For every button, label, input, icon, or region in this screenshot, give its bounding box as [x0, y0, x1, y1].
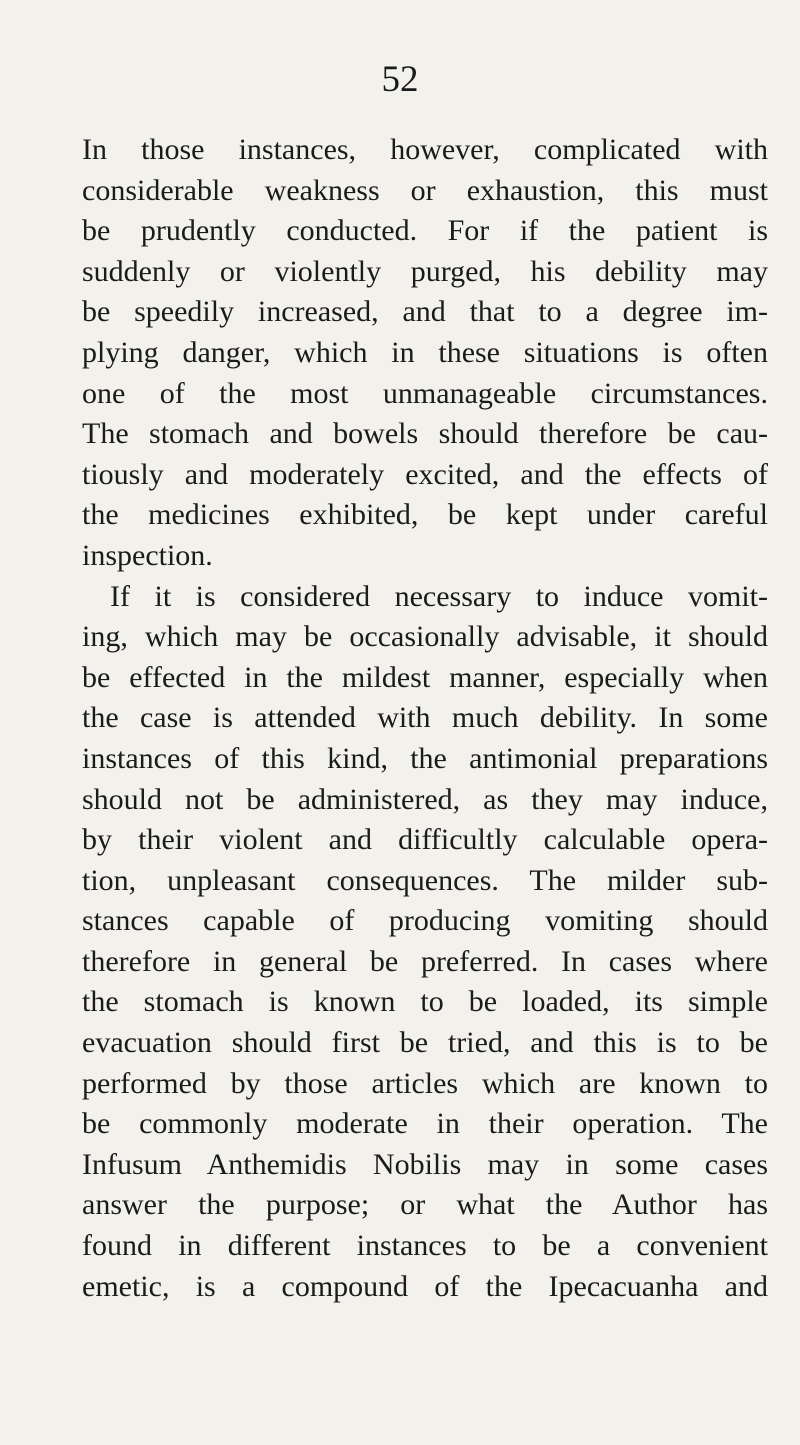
text-line: be effected in the mildest manner, especially when [82, 660, 768, 694]
text-line: performed by those articles which are known to [82, 1066, 768, 1100]
text-line: inspection. [82, 538, 213, 572]
text-line: therefore in general be preferred. In cases where [82, 944, 768, 978]
text-line: evacuation should first be tried, and this is to be [82, 1026, 768, 1060]
text-line: the stomach is known to be loaded, its simple [82, 985, 768, 1019]
text-line: by their violent and difficultly calculable opera- [82, 823, 768, 857]
text-line: ing, which may be occasionally advisable, it should [82, 620, 768, 654]
text-line: considerable weakness or exhaustion, this must [82, 173, 768, 207]
text-line: the case is attended with much debility. In some [82, 701, 768, 735]
text-line: If it is considered necessary to induce vomit- [110, 579, 768, 613]
text-line: instances of this kind, the antimonial preparations [82, 741, 768, 775]
text-line: stances capable of producing vomiting should [82, 904, 768, 938]
text-line: be commonly moderate in their operation. The [82, 1107, 768, 1141]
text-line: found in different instances to be a convenient [82, 1229, 768, 1263]
body-text [82, 130, 768, 1307]
text-line: Infusum Anthemidis Nobilis may in some cases [82, 1147, 768, 1181]
text-line: emetic, is a compound of the Ipecacuanha and [82, 1269, 768, 1303]
text-line: should not be administered, as they may induce, [82, 782, 768, 816]
text-line: be speedily increased, and that to a degree im- [82, 295, 768, 329]
text-line: The stomach and bowels should therefore be cau- [82, 417, 768, 451]
text-line: the medicines exhibited, be kept under careful [82, 498, 768, 532]
page-number: 52 [381, 59, 419, 100]
text-line: tiously and moderately excited, and the effects of [82, 457, 768, 491]
text-line: tion, unpleasant consequences. The milder sub- [82, 863, 768, 897]
text-line: one of the most unmanageable circumstances. [82, 376, 768, 410]
text-line: In those instances, however, complicated with [82, 133, 768, 166]
text-line: suddenly or violently purged, his debility may [82, 254, 768, 288]
text-line: be prudently conducted. For if the patient is [82, 214, 768, 248]
text-line: plying danger, which in these situations is often [82, 335, 768, 369]
text-line: answer the purpose; or what the Author has [82, 1188, 768, 1222]
